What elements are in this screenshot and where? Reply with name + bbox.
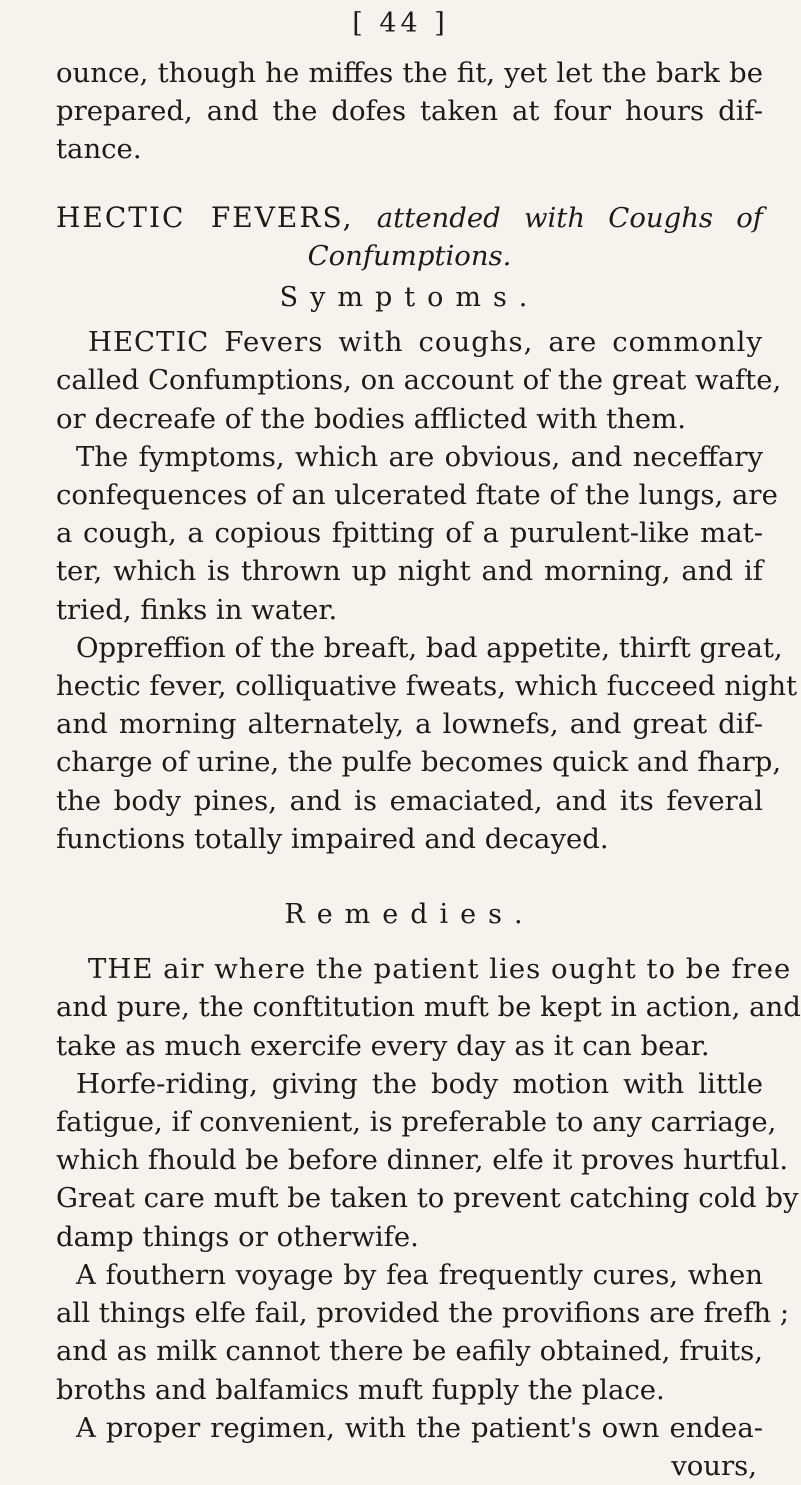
section-heading xyxy=(56,199,763,275)
text-line: and morning alternately, a lownefs, and great dif- xyxy=(56,708,763,741)
text-line: called Confumptions, on account of the great wafte, xyxy=(56,364,782,397)
text-line: A fouthern voyage by fea frequently cures, when xyxy=(76,1258,763,1291)
intro-paragraph xyxy=(56,54,763,169)
text-line: Great care muft be taken to prevent catching cold by xyxy=(56,1182,799,1215)
text-line: or decreafe of the bodies afflicted with them. xyxy=(56,402,686,435)
text-line: Horfe-riding, giving the body motion with little xyxy=(76,1067,763,1100)
page-body xyxy=(56,54,801,1485)
text-line: take as much exercife every day as it can bear. xyxy=(56,1029,710,1062)
text-line: confequences of an ulcerated ftate of the lungs, are xyxy=(56,479,778,512)
heading-title: HECTIC FEVERS, xyxy=(56,200,354,234)
text-line: ter, which is thrown up night and morning, and if xyxy=(56,555,763,588)
remedies-title: Remedies. xyxy=(284,899,535,931)
text-line: fatigue, if convenient, is preferable to any carriage, xyxy=(56,1106,777,1139)
text-line: tried, finks in water. xyxy=(56,593,338,626)
page-number: [ 44 ] xyxy=(352,8,449,39)
text-line: ounce, though he miffes the fit, yet let the bark be xyxy=(56,57,763,89)
text-line: hectic fever, colliquative fweats, which fucceed night xyxy=(56,670,798,703)
text-line: damp things or otherwife. xyxy=(56,1220,419,1253)
text-line: and as milk cannot there be eafily obtained, fruits, xyxy=(56,1335,763,1368)
text-line: broths and balfamics muft fupply the place. xyxy=(56,1373,665,1406)
text-line: prepared, and the dofes taken at four hours dif- xyxy=(56,95,763,128)
symptoms-title: Symptoms. xyxy=(279,282,540,314)
remedies-paragraphs xyxy=(56,950,801,1447)
text-line: The fymptoms, which are obvious, and neceffary xyxy=(76,440,763,473)
text-line: a cough, a copious fpitting of a purulent-like mat- xyxy=(56,517,763,550)
text-line: Oppreffion of the breaft, bad appetite, thirft great, xyxy=(76,631,783,664)
text-line: charge of urine, the pulfe becomes quick and fharp, xyxy=(56,746,782,779)
text-line: functions totally impaired and decayed. xyxy=(56,822,609,855)
text-line: THE air where the patient lies ought to be free xyxy=(88,953,792,986)
text-line: tance. xyxy=(56,133,142,166)
text-line: all things elfe fail, provided the provifions are frefh ; xyxy=(56,1297,790,1330)
heading-continuation: Confumptions. xyxy=(307,239,512,272)
text-line: A proper regimen, with the patient's own endea- xyxy=(76,1411,763,1444)
text-line: which fhould be before dinner, elfe it proves hurtful. xyxy=(56,1144,789,1177)
text-line: and pure, the conftitution muft be kept in action, and xyxy=(56,991,801,1024)
catchword: vours, xyxy=(671,1449,757,1482)
text-line: the body pines, and is emaciated, and its feveral xyxy=(56,784,763,817)
text-line: HECTIC Fevers with coughs, are commonly xyxy=(88,326,763,359)
symptoms-paragraphs xyxy=(56,323,798,858)
heading-subtitle: attended with Coughs of xyxy=(376,201,763,234)
